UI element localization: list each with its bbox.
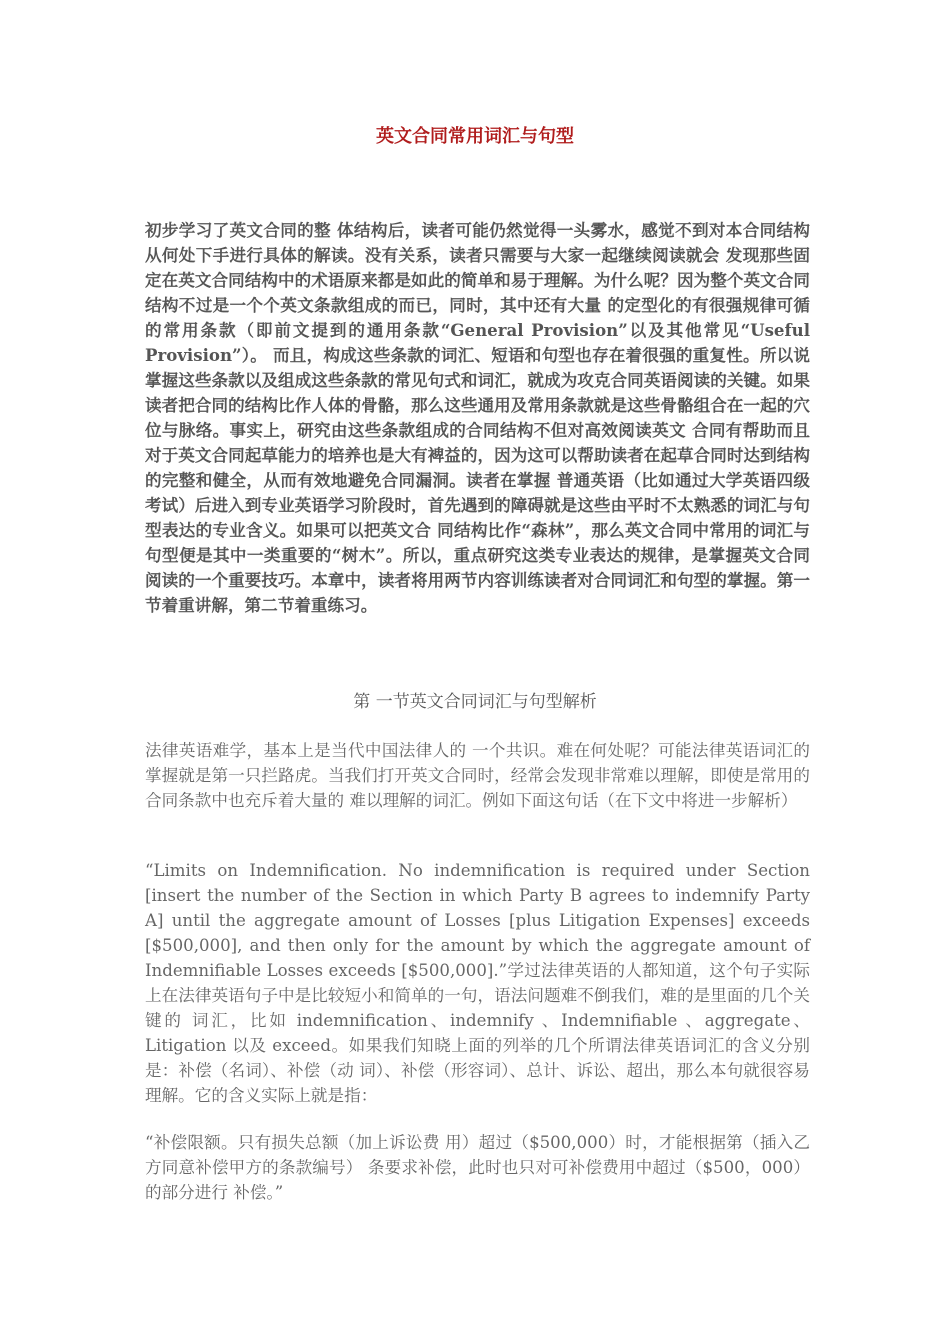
section-heading: 第 一节英文合同词汇与句型解析 bbox=[353, 692, 597, 712]
body-paragraph: “Limits on Indemnification. No indemnification is required under Section [insert the number of the Section in which Party B agrees to indemnify Party A] until the aggregate amount of Losses [plus Litigation Expenses] exceeds [$500,000], and then only for the amount by which the aggregate amount of Indemnifiable Losses exceeds [$500,000].”学过法律英语的人都知道，这个句子实际上在法律英语句子中是比较短小和简单的一句，语法问题难不倒我们，难的是里面的几个关键的 词汇，比如 indemnification、indemnify 、Indemnifiable 、aggregate、Litigation 以及 exceed。如果我们知晓上面的列举的几个所谓法律英语词汇的含义分别是：补偿（名词）、补偿（动 词）、补偿（形容词）、总计、诉讼、超出，那么本句就很容易理解。它的含义实际上就是指： bbox=[145, 861, 810, 1105]
body-paragraph: “补偿限额。只有损失总额（加上诉讼费 用）超过（$500,000）时，才能根据第（插入乙方同意补偿甲方的条款编号） 条要求补偿，此时也只对可补偿费用中超过（$500，000）的部分进行 补偿。” bbox=[145, 1133, 810, 1202]
body-paragraph: 法律英语难学，基本上是当代中国法律人的 一个共识。难在何处呢？可能法律英语词汇的掌握就是第一只拦路虎。当我们打开英文合同时，经常会发现非常难以理解，即使是常用的合同条款中也充斥着大量的 难以理解的词汇。例如下面这句话（在下文中将进一步解析） bbox=[145, 741, 810, 810]
intro-paragraph: 初步学习了英文合同的整 体结构后，读者可能仍然觉得一头雾水，感觉不到对本合同结构从何处下手进行具体的解读。没有关系，读者只需要与大家一起继续阅读就会 发现那些固定在英文合同结构中的术语原来都是如此的简单和易于理解。为什么呢？因为整个英文合同结构不过是一个个英文条款组成的而已，同时，其中还有大量 的定型化的有很强规律可循的常用条款（即前文提到的通用条款“General Provision”以及其他常见“Useful Provision”）。 而且，构成这些条款的词汇、短语和句型也存在着很强的重复性。所以说掌握这些条款以及组成这些条款的常见句式和词汇，就成为攻克合同英语阅读的关键。如果 读者把合同的结构比作人体的骨骼，那么这些通用及常用条款就是这些骨骼组合在一起的穴位与脉络。事实上，研究由这些条款组成的合同结构不但对高效阅读英文 合同有帮助而且对于英文合同起草能力的培养也是大有裨益的，因为这可以帮助读者在起草合同时达到结构的完整和健全，从而有效地避免合同漏洞。读者在掌握 普通英语（比如通过大学英语四级考试）后进入到专业英语学习阶段时，首先遇到的障碍就是这些由平时不太熟悉的词汇与句型表达的专业含义。如果可以把英文合 同结构比作“森林”，那么英文合同中常用的词汇与句型便是其中一类重要的“树木”。所以，重点研究这类专业表达的规律，是掌握英文合同阅读的一个重要技巧。本章中，读者将用两节内容训练读者对合同词汇和句型的掌握。第一节着重讲解，第二节着重练习。 bbox=[145, 220, 810, 615]
document-title: 英文合同常用词汇与句型 bbox=[376, 126, 574, 147]
